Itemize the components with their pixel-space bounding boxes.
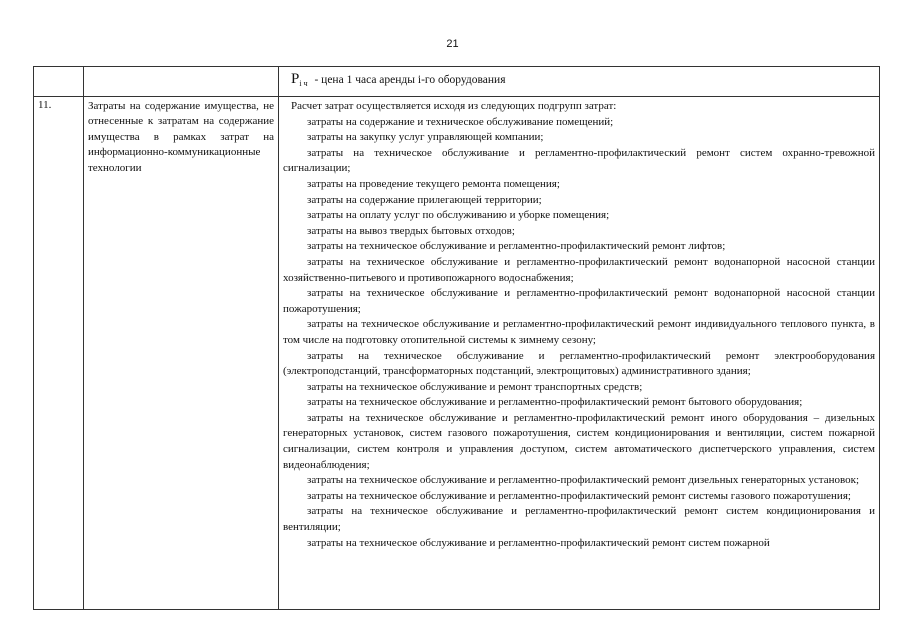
- list-item: затраты на техническое обслуживание и регламентно-профилактический ремонт систем охранно-тревожной сигнализации;: [283, 146, 875, 175]
- list-item: затраты на техническое обслуживание и регламентно-профилактический ремонт лифтов;: [307, 240, 726, 253]
- empty-cell-name: [84, 67, 279, 97]
- list-item: Расчет затрат осуществляется исходя из следующих подгрупп затрат:: [291, 100, 617, 112]
- list-item: затраты на техническое обслуживание и регламентно-профилактический ремонт бытового оборудования;: [307, 396, 803, 409]
- formula-subscript: i ч: [299, 79, 308, 88]
- list-item: затраты на оплату услуг по обслуживанию и уборке помещения;: [307, 209, 610, 222]
- list-item: затраты на техническое обслуживание и регламентно-профилактический ремонт водонапорной насосной станции пожаротушения;: [283, 287, 875, 315]
- formula-symbol: P: [291, 71, 300, 87]
- list-item: затраты на содержание и техническое обслуживание помещений;: [307, 115, 614, 128]
- list-item: затраты на техническое обслуживание и регламентно-профилактический ремонт систем пожарной: [307, 536, 770, 549]
- list-item: затраты на техническое обслуживание и регламентно-профилактический ремонт системы газового пожаротушения;: [307, 489, 851, 502]
- list-item: затраты на проведение текущего ремонта помещения;: [307, 177, 560, 190]
- list-item: затраты на техническое обслуживание и ремонт транспортных средств;: [307, 380, 643, 393]
- list-item: затраты на вывоз твердых бытовых отходов;: [307, 224, 515, 237]
- list-item: затраты на техническое обслуживание и регламентно-профилактический ремонт электрооборудования (электроподстанций, трансформаторных подстанций, электрощитовых) административного здания;: [283, 349, 875, 378]
- list-item: затраты на техническое обслуживание и регламентно-профилактический ремонт иного оборудования – дизельных генераторных установок, систем газового пожаротушения, систем кондиционирования и вентиляции, систем пожарной сигнализации, систем контроля и управления доступом, систем автоматического диспетчерского управления, систем видеонаблюдения;: [283, 411, 875, 471]
- row-name: Затраты на содержание имущества, не отнесенные к затратам на содержание имущества в рамках затрат на информационно-коммуникационные технологии: [84, 97, 279, 610]
- list-item: затраты на техническое обслуживание и регламентно-профилактический ремонт водонапорной насосной станции хозяйственно-питьевого и противопожарного водоснабжения;: [283, 255, 875, 284]
- page-number: 21: [446, 38, 459, 50]
- formula-description: - цена 1 часа аренды i-го оборудования: [314, 74, 506, 86]
- row-number: 11.: [34, 97, 84, 610]
- list-item: затраты на техническое обслуживание и регламентно-профилактический ремонт индивидуального теплового пункта, в том числе на подготовку отопительной системы к зимнему сезону;: [283, 318, 875, 346]
- table-row: [34, 97, 880, 610]
- cost-items-list: [279, 97, 880, 610]
- list-item: затраты на техническое обслуживание и регламентно-профилактический ремонт дизельных генераторных установок;: [307, 474, 860, 487]
- list-item: затраты на закупку услуг управляющей компании;: [307, 131, 544, 144]
- formula-row: [34, 67, 880, 97]
- cost-table: [33, 66, 880, 610]
- list-item: затраты на техническое обслуживание и регламентно-профилактический ремонт систем кондиционирования и вентиляции;: [283, 505, 875, 534]
- empty-cell-number: [34, 67, 84, 97]
- list-item: затраты на содержание прилегающей территории;: [307, 193, 542, 206]
- formula-cell: [279, 67, 880, 97]
